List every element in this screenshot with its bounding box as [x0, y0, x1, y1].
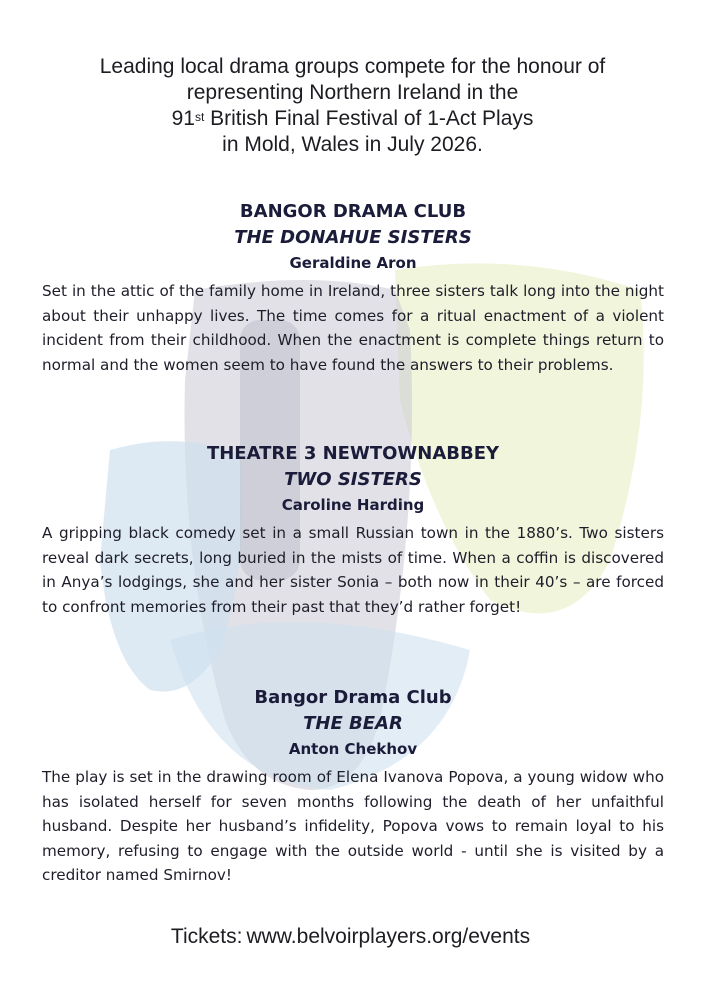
play-entry-2 [42, 441, 664, 619]
festival-name: British Final Festival of 1-Act Plays [204, 107, 534, 130]
intro-line-3 [20, 106, 685, 132]
festival-intro [20, 54, 685, 158]
play-description: A gripping black comedy set in a small Russian town in the 1880’s. Two sisters reveal dark secrets, long buried in the mists of time. When a coffin is discovered in Anya’s lodgings, she and her sister Sonia – both now in their 40’s – are forced to confront memories from their past that they’d rather forget! [42, 524, 664, 616]
play-entry-1 [42, 199, 664, 377]
play-title: THE BEAR [303, 713, 403, 734]
play-description: The play is set in the drawing room of Elena Ivanova Popova, a young widow who has isolated herself for seven months following the death of her unfaithful husband. Despite her husband’s infidelity, Popova vows to remain loyal to his memory, refusing to engage with the outside world - until she is visited by a creditor named Smirnov! [42, 768, 664, 885]
play-description: Set in the attic of the family home in Ireland, three sisters talk long into the night about their unhappy lives. The time comes for a ritual enactment of a violent incident from their childhood. When the enactment is complete things return to normal and the women seem to have found the answers to their problems. [42, 282, 664, 374]
drama-group-name: BANGOR DRAMA CLUB [239, 201, 467, 222]
tickets-info [0, 924, 705, 950]
intro-line-4: in Mold, Wales in July 2026. [222, 133, 483, 156]
tickets-label: Tickets: [170, 925, 243, 948]
play-title: TWO SISTERS [284, 469, 422, 490]
drama-group-name: Bangor Drama Club [254, 687, 452, 708]
play-title: THE DONAHUE SISTERS [234, 227, 472, 248]
intro-line-2: representing Northern Ireland in the [186, 81, 519, 104]
play-author: Caroline Harding [281, 496, 425, 514]
play-author: Geraldine Aron [289, 254, 417, 272]
play-entry-3 [42, 685, 664, 888]
intro-line-1: Leading local drama groups compete for the honour of [99, 55, 606, 78]
drama-group-name: THEATRE 3 NEWTOWNABBEY [206, 443, 500, 464]
festival-number: 91 [171, 107, 195, 130]
ordinal-suffix: st [194, 110, 205, 124]
play-author: Anton Chekhov [288, 740, 418, 758]
tickets-url: www.belvoirplayers.org/events [246, 925, 531, 948]
